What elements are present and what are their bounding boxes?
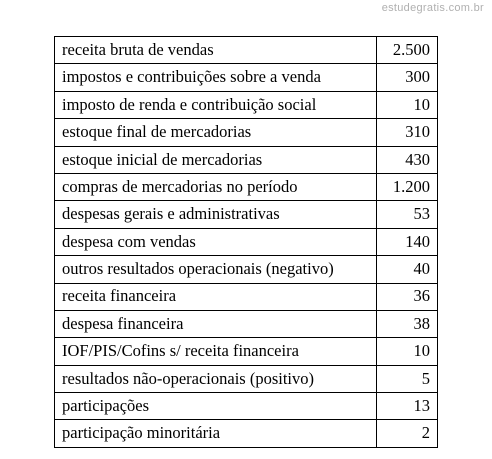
row-value: 13 — [377, 393, 438, 420]
row-value: 5 — [377, 365, 438, 392]
table-row — [55, 173, 438, 200]
row-label: receita financeira — [55, 283, 377, 310]
row-value: 2.500 — [377, 37, 438, 64]
row-value: 38 — [377, 310, 438, 337]
row-label: imposto de renda e contribuição social — [55, 91, 377, 118]
row-value: 2 — [377, 420, 438, 447]
row-label: IOF/PIS/Cofins s/ receita financeira — [55, 338, 377, 365]
table-row — [55, 119, 438, 146]
row-value: 140 — [377, 228, 438, 255]
row-label: resultados não-operacionais (positivo) — [55, 365, 377, 392]
row-label: outros resultados operacionais (negativo) — [55, 256, 377, 283]
table-body — [55, 37, 438, 448]
table-row — [55, 91, 438, 118]
row-label: estoque inicial de mercadorias — [55, 146, 377, 173]
row-value: 10 — [377, 338, 438, 365]
table-row — [55, 37, 438, 64]
table-row — [55, 228, 438, 255]
table-row — [55, 365, 438, 392]
row-value: 430 — [377, 146, 438, 173]
financial-data-table — [54, 36, 438, 448]
table-row — [55, 310, 438, 337]
row-value: 40 — [377, 256, 438, 283]
table-row — [55, 420, 438, 447]
row-label: receita bruta de vendas — [55, 37, 377, 64]
row-value: 36 — [377, 283, 438, 310]
table-row — [55, 146, 438, 173]
row-label: participação minoritária — [55, 420, 377, 447]
row-value: 10 — [377, 91, 438, 118]
row-label: estoque final de mercadorias — [55, 119, 377, 146]
table-row — [55, 338, 438, 365]
table-row — [55, 393, 438, 420]
row-label: participações — [55, 393, 377, 420]
row-value: 300 — [377, 64, 438, 91]
row-value: 53 — [377, 201, 438, 228]
watermark: estudegratis.com.br — [381, 2, 484, 14]
row-value: 310 — [377, 119, 438, 146]
row-label: despesa com vendas — [55, 228, 377, 255]
row-label: despesas gerais e administrativas — [55, 201, 377, 228]
row-label: despesa financeira — [55, 310, 377, 337]
table-row — [55, 283, 438, 310]
row-label: compras de mercadorias no período — [55, 173, 377, 200]
row-label: impostos e contribuições sobre a venda — [55, 64, 377, 91]
table-row — [55, 201, 438, 228]
table-row — [55, 64, 438, 91]
table-row — [55, 256, 438, 283]
row-value: 1.200 — [377, 173, 438, 200]
